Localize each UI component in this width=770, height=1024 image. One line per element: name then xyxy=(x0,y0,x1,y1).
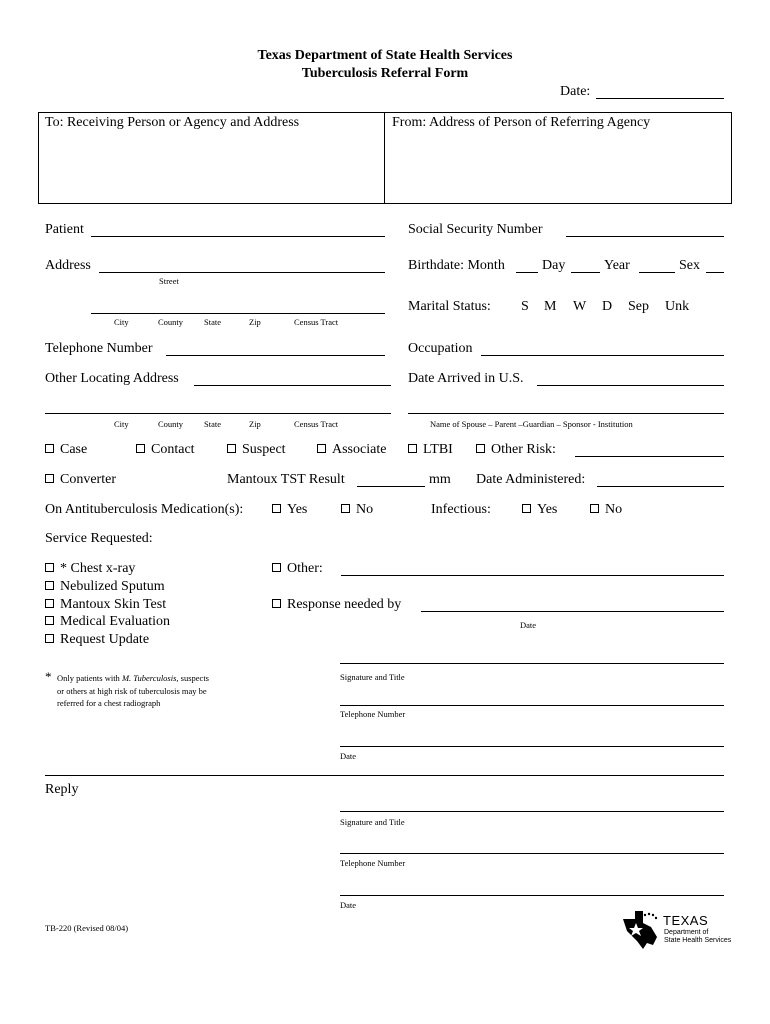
logo-dshs-text: State Health Services xyxy=(664,937,732,944)
section-divider xyxy=(45,775,724,776)
checkbox-icon[interactable] xyxy=(45,563,54,572)
state-caption: State xyxy=(204,317,221,327)
other-locating-field[interactable] xyxy=(194,385,391,386)
other-risk-checkbox[interactable]: Other Risk: xyxy=(476,442,556,458)
patient-label: Patient xyxy=(45,222,84,237)
zip-caption-2: Zip xyxy=(249,419,261,429)
agency-title: Texas Department of State Health Services xyxy=(257,48,513,63)
mantoux-result-field[interactable] xyxy=(357,486,425,487)
case-checkbox[interactable]: Case xyxy=(45,442,87,458)
other-risk-field[interactable] xyxy=(575,456,724,457)
checkbox-icon[interactable] xyxy=(522,504,531,513)
checkbox-icon[interactable] xyxy=(408,444,417,453)
reply-telephone-caption: Telephone Number xyxy=(340,858,406,868)
date-field[interactable] xyxy=(596,98,724,99)
sex-label: Sex xyxy=(679,258,700,273)
street-caption: Street xyxy=(159,276,179,286)
other-locating-label: Other Locating Address xyxy=(45,371,179,386)
infectious-yes-checkbox[interactable]: Yes xyxy=(522,502,557,518)
signature-title-caption: Signature and Title xyxy=(340,672,405,682)
service-medical-evaluation[interactable]: Medical Evaluation xyxy=(45,614,170,630)
response-needed-checkbox[interactable]: Response needed by xyxy=(272,597,401,613)
contact-checkbox[interactable]: Contact xyxy=(136,442,195,458)
checkbox-icon[interactable] xyxy=(590,504,599,513)
service-requested-label: Service Requested: xyxy=(45,531,153,546)
to-address-box[interactable] xyxy=(38,112,385,204)
service-request-update[interactable]: Request Update xyxy=(45,632,149,648)
checkbox-icon[interactable] xyxy=(272,504,281,513)
checkbox-icon[interactable] xyxy=(272,563,281,572)
form-title: Tuberculosis Referral Form xyxy=(301,66,469,81)
census-tract-caption-2: Census Tract xyxy=(294,419,339,429)
reply-date-field[interactable] xyxy=(340,895,724,896)
suspect-checkbox[interactable]: Suspect xyxy=(227,442,286,458)
marital-option-m[interactable]: M xyxy=(544,299,557,314)
service-mantoux-skin-test[interactable]: Mantoux Skin Test xyxy=(45,597,166,613)
patient-field[interactable] xyxy=(91,236,385,237)
footnote-star: * xyxy=(45,669,52,684)
checkbox-icon[interactable] xyxy=(45,474,54,483)
county-caption-2: County xyxy=(158,419,184,429)
from-address-label: From: Address of Person of Referring Agency xyxy=(392,115,651,130)
medication-yes-checkbox[interactable]: Yes xyxy=(272,502,307,518)
footnote-line-2: or others at high risk of tuberculosis may be xyxy=(57,686,207,696)
checkbox-icon[interactable] xyxy=(136,444,145,453)
city-state-field[interactable] xyxy=(91,313,385,314)
marital-option-d[interactable]: D xyxy=(602,299,613,314)
spouse-caption: Name of Spouse – Parent –Guardian – Sponsor - Institution xyxy=(430,419,633,429)
texas-dshs-logo xyxy=(621,909,732,951)
texas-star-icon xyxy=(621,909,663,951)
medication-label: On Antituberculosis Medication(s): xyxy=(45,502,244,517)
mantoux-result-label: Mantoux TST Result xyxy=(227,472,345,487)
checkbox-icon[interactable] xyxy=(272,599,281,608)
reply-date-caption: Date xyxy=(340,900,357,910)
sex-field[interactable] xyxy=(706,272,724,273)
logo-department-text: Department of xyxy=(664,929,709,936)
marital-option-sep[interactable]: Sep xyxy=(628,299,649,314)
service-nebulized-sputum[interactable]: Nebulized Sputum xyxy=(45,579,165,595)
state-caption-2: State xyxy=(204,419,221,429)
footnote-line-1: Only patients with M. Tuberculosis, suspects xyxy=(57,673,209,683)
checkbox-icon[interactable] xyxy=(45,581,54,590)
spouse-field[interactable] xyxy=(408,413,724,414)
converter-checkbox[interactable]: Converter xyxy=(45,472,116,488)
checkbox-icon[interactable] xyxy=(45,616,54,625)
date-administered-field[interactable] xyxy=(597,486,724,487)
birth-year-label: Year xyxy=(604,258,630,273)
marital-status-label: Marital Status: xyxy=(408,299,491,314)
county-caption: County xyxy=(158,317,184,327)
checkbox-icon[interactable] xyxy=(341,504,350,513)
service-other-field[interactable] xyxy=(341,575,724,576)
ltbi-checkbox[interactable]: LTBI xyxy=(408,442,453,458)
birth-day-field[interactable] xyxy=(571,272,600,273)
infectious-label: Infectious: xyxy=(431,502,491,517)
telephone-caption: Telephone Number xyxy=(340,709,406,719)
street-field[interactable] xyxy=(99,272,385,273)
birth-year-field[interactable] xyxy=(639,272,675,273)
birth-day-label: Day xyxy=(542,258,566,273)
date-label: Date: xyxy=(560,84,591,99)
marital-option-s[interactable]: S xyxy=(521,299,529,314)
checkbox-icon[interactable] xyxy=(227,444,236,453)
date-administered-label: Date Administered: xyxy=(476,472,586,487)
response-date-caption: Date xyxy=(520,620,537,630)
referrer-signature-field[interactable] xyxy=(340,663,724,664)
checkbox-icon[interactable] xyxy=(45,444,54,453)
service-chest-xray[interactable]: * Chest x-ray xyxy=(45,561,135,577)
infectious-no-checkbox[interactable]: No xyxy=(590,502,622,518)
referrer-date-field[interactable] xyxy=(340,746,724,747)
logo-texas-text: TEXAS xyxy=(663,913,709,928)
footnote-line-3: referred for a chest radiograph xyxy=(57,698,161,708)
medication-no-checkbox[interactable]: No xyxy=(341,502,373,518)
from-address-box[interactable] xyxy=(384,112,732,204)
marital-option-unk[interactable]: Unk xyxy=(665,299,690,314)
reply-telephone-field[interactable] xyxy=(340,853,724,854)
occupation-field[interactable] xyxy=(481,355,724,356)
zip-caption: Zip xyxy=(249,317,261,327)
date-arrived-field[interactable] xyxy=(537,385,724,386)
marital-option-w[interactable]: W xyxy=(573,299,587,314)
form-number: TB-220 (Revised 08/04) xyxy=(45,923,129,933)
birth-month-field[interactable] xyxy=(516,272,538,273)
checkbox-icon[interactable] xyxy=(476,444,485,453)
ssn-field[interactable] xyxy=(566,236,724,237)
date-arrived-label: Date Arrived in U.S. xyxy=(408,371,524,386)
city-caption: City xyxy=(114,317,129,327)
reply-signature-field[interactable] xyxy=(340,811,724,812)
checkbox-icon[interactable] xyxy=(45,599,54,608)
checkbox-icon[interactable] xyxy=(317,444,326,453)
birthdate-month-label: Birthdate: Month xyxy=(408,258,505,273)
telephone-field[interactable] xyxy=(166,355,385,356)
reply-label: Reply xyxy=(45,782,79,797)
other-city-state-field[interactable] xyxy=(45,413,391,414)
census-tract-caption: Census Tract xyxy=(294,317,339,327)
service-other-checkbox[interactable]: Other: xyxy=(272,561,323,577)
date-caption: Date xyxy=(340,751,357,761)
checkbox-icon[interactable] xyxy=(45,634,54,643)
mm-label: mm xyxy=(429,472,451,487)
response-needed-field[interactable] xyxy=(421,611,724,612)
address-label: Address xyxy=(45,258,91,273)
ssn-label: Social Security Number xyxy=(408,222,543,237)
reply-signature-caption: Signature and Title xyxy=(340,817,405,827)
city-caption-2: City xyxy=(114,419,129,429)
occupation-label: Occupation xyxy=(408,341,473,356)
to-address-label: To: Receiving Person or Agency and Address xyxy=(45,115,300,130)
telephone-label: Telephone Number xyxy=(45,341,153,356)
associate-checkbox[interactable]: Associate xyxy=(317,442,386,458)
referrer-telephone-field[interactable] xyxy=(340,705,724,706)
